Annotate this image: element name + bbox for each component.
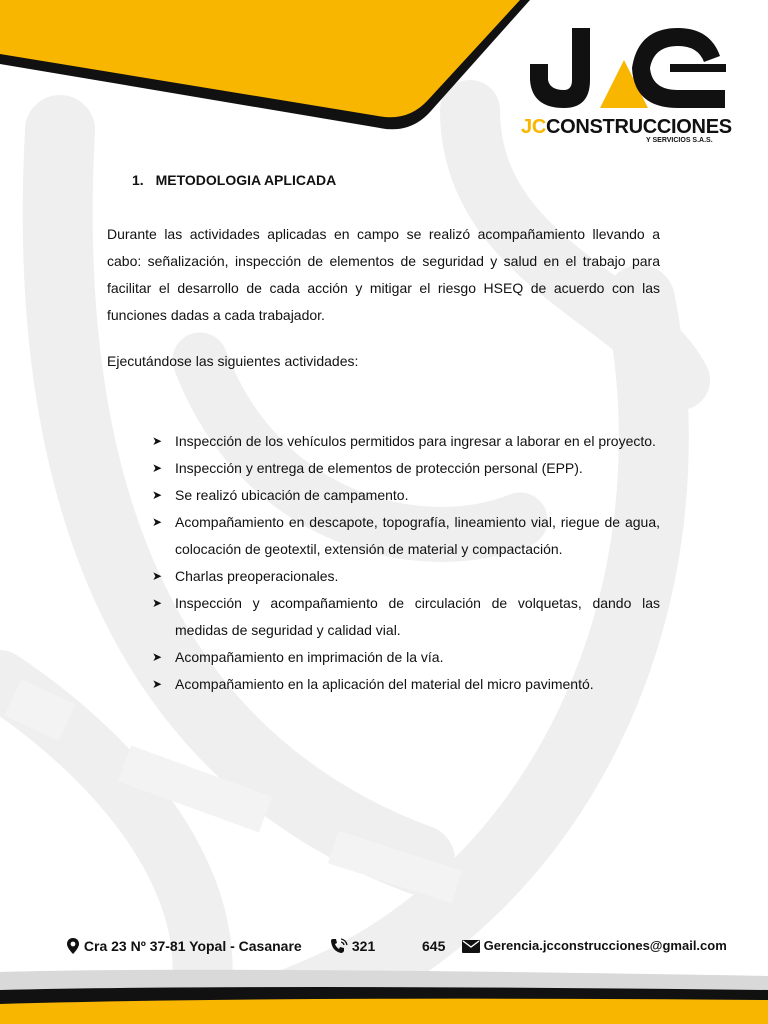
footer-stripe-yellow <box>0 999 768 1024</box>
list-item: ➤ Acompañamiento en imprimación de la vía. <box>152 644 660 671</box>
activities-intro: Ejecutándose las siguientes actividades: <box>107 353 359 369</box>
footer-contact <box>66 936 736 962</box>
section-number: 1. <box>132 172 144 188</box>
address-text: Cra 23 Nº 37-81 Yopal - Casanare <box>83 938 302 954</box>
activities-list <box>152 428 660 698</box>
footer-address <box>66 938 302 954</box>
arrow-bullet-icon: ➤ <box>152 434 163 448</box>
company-name-rest: CONSTRUCCIONES <box>545 116 732 138</box>
phone-text-2: 645 <box>422 938 446 954</box>
phone-icon <box>330 938 348 954</box>
section-title: METODOLOGIA APLICADA <box>155 172 337 188</box>
envelope-icon <box>462 940 480 953</box>
arrow-bullet-icon: ➤ <box>152 515 163 529</box>
list-item: ➤ Inspección y acompañamiento de circulación de volquetas, dando las medidas de seguridad y calidad vial. <box>152 590 660 644</box>
section-heading <box>132 172 336 188</box>
location-pin-icon <box>66 938 80 954</box>
company-name-highlight: JC <box>521 116 546 138</box>
list-item: ➤ Inspección y entrega de elementos de protección personal (EPP). <box>152 455 660 482</box>
list-item: ➤ Charlas preoperacionales. <box>152 563 660 590</box>
footer-email <box>462 938 727 953</box>
list-item: ➤ Inspección de los vehículos permitidos para ingresar a laborar en el proyecto. <box>152 428 660 455</box>
arrow-bullet-icon: ➤ <box>152 461 163 475</box>
intro-paragraph: Durante las actividades aplicadas en campo se realizó acompañamiento llevando a cabo: señalización, inspección de elementos de seguridad y salud en el trabajo para facilitar el desarrollo de cada acción y mitigar el riesgo HSEQ de acuerdo con las funciones dadas a cada trabajador. <box>107 226 660 323</box>
list-item: ➤ Acompañamiento en la aplicación del material del micro pavimentó. <box>152 671 660 698</box>
arrow-bullet-icon: ➤ <box>152 596 163 610</box>
list-item: ➤ Se realizó ubicación de campamento. <box>152 482 660 509</box>
footer-phone <box>330 938 375 954</box>
arrow-bullet-icon: ➤ <box>152 488 163 502</box>
phone-text-1: 321 <box>351 938 376 954</box>
company-name <box>521 116 732 139</box>
email-text: Gerencia.jcconstrucciones@gmail.com <box>483 938 727 953</box>
company-subtitle: Y SERVICIOS S.A.S. <box>646 137 713 144</box>
arrow-bullet-icon: ➤ <box>152 569 163 583</box>
arrow-bullet-icon: ➤ <box>152 677 163 691</box>
list-item: ➤ Acompañamiento en descapote, topografía, lineamiento vial, riegue de agua, colocación de geotextil, extensión de material y compactación. <box>152 509 660 563</box>
arrow-bullet-icon: ➤ <box>152 650 163 664</box>
